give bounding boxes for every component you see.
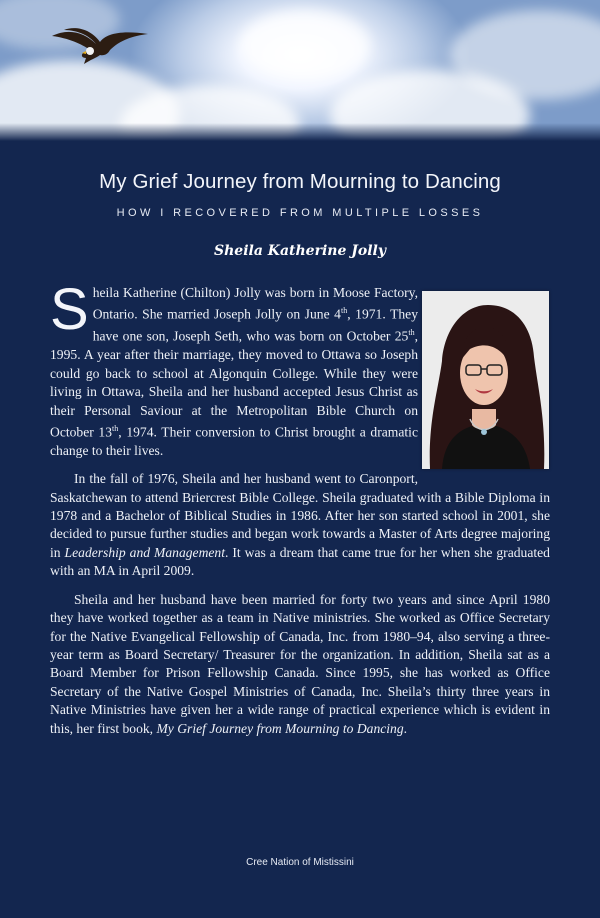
sky-banner <box>0 0 600 141</box>
bio-paragraph-1: Sheila Katherine (Chilton) Jolly was born in Moose Factory, Ontario. She married Joseph Jolly on June 4th, 1971. They have one son, Joseph Seth, who was born on October 25th, 1995. A year after their marriage, they moved to Ottawa so Joseph could go back to school at Algonquin College. While they were living in Ottawa, Sheila and her husband accepted Jesus Christ as their Personal Saviour at the Metropolitan Bible Church on October 13th, 1974. Their conversion to Christ brought a dramatic change to their lives. <box>50 277 418 458</box>
author-bio <box>50 277 550 748</box>
author-name: Sheila Katherine Jolly <box>214 243 386 259</box>
book-title: My Grief Journey from Mourning to Dancing <box>99 170 501 193</box>
book-subtitle: HOW I RECOVERED FROM MULTIPLE LOSSES <box>116 207 484 219</box>
image-caption: Cree Nation of Mistissini <box>246 857 354 868</box>
bio-paragraph-3: Sheila and her husband have been married for forty two years and since April 1980 they have worked together as a team in Native ministries. She worked as Office Secretary for the Native Evangelical Fellowship of Canada, Inc. from 1980–94, also serving a three-year term as Board Secretary/ Treasurer for the organization. In addition, Sheila sat as a Board Member for Prison Fellowship Canada. Since 1995, she has worked as Office Secretary of the Native Gospel Ministries of Canada, Inc. Sheila’s thirty three years in Native Ministries have given her a wide range of practical experience which is evident in this, her first book, My Grief Journey from Mourning to Dancing. <box>50 591 550 736</box>
bio-paragraph-2: In the fall of 1976, Sheila and her husband went to Caronport, Saskatchewan to attend Briercrest Bible College. Sheila graduated with a Bible Diploma in 1978 and a Bachelor of Biblical Studies in 1986. After her son started school in 2001, she decided to pursue further studies and began work towards a Master of Arts degree majoring in Leadership and Management. It was a dream that came true for her when she graduated with an MA in April 2009. <box>50 471 550 579</box>
drop-cap: S <box>50 277 89 342</box>
eagle-icon <box>50 22 150 66</box>
